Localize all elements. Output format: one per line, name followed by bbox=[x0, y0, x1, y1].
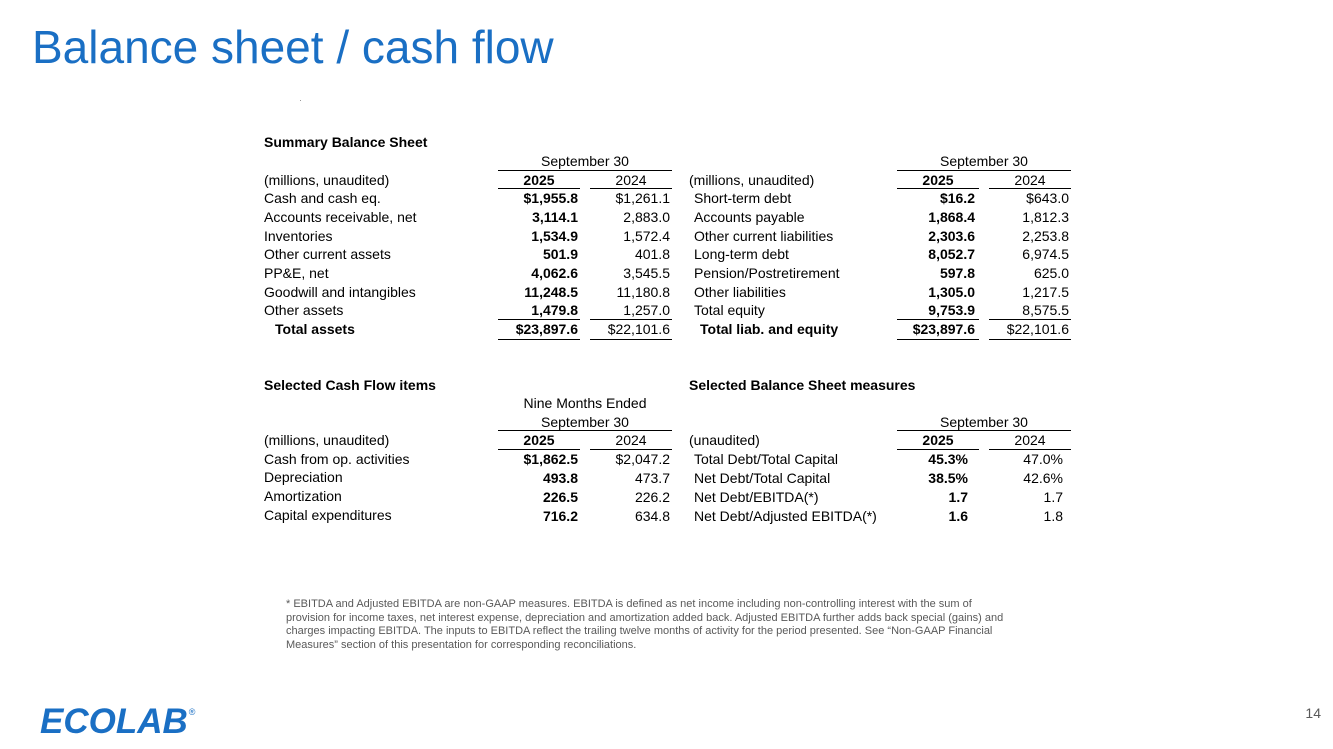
row-value-2025: 597.8 bbox=[939, 265, 975, 281]
balance-measures-col-2024-underline bbox=[989, 449, 1071, 450]
total-label: Total assets bbox=[275, 321, 355, 337]
cash-flow-col-2025-underline bbox=[498, 449, 580, 450]
liab-period-header: September 30 bbox=[940, 153, 1028, 169]
liab-total-underline-2025 bbox=[897, 339, 979, 340]
footnote: * EBITDA and Adjusted EBITDA are non-GAAP measures. EBITDA is defined as net income including non-controlling interest with the sum of provision for income taxes, net interest expense, depreciation and amortization added back. Adjusted EBITDA further adds back special (gains) and charges impacting EBITDA. The inputs to EBITDA reflect the trailing twelve months of activity for the period presented. See “Non-GAAP Financial Measures” section of this presentation for corresponding reconciliations. bbox=[286, 598, 1004, 651]
liab-col-2024-underline bbox=[989, 188, 1071, 189]
cash-flow-heading: Selected Cash Flow items bbox=[264, 377, 436, 393]
row-value-2025: $16.2 bbox=[939, 190, 975, 206]
cash-flow-period-header-2: September 30 bbox=[541, 414, 629, 430]
liab-period-underline bbox=[897, 170, 1071, 171]
row-value-2025: 9,753.9 bbox=[928, 302, 975, 318]
liab-col-2025-underline bbox=[897, 188, 979, 189]
row-value-2024: 3,545.5 bbox=[623, 265, 670, 281]
row-value-2025: $1,862.5 bbox=[523, 451, 578, 467]
assets-total-line-2024 bbox=[590, 319, 672, 320]
decorative-dot bbox=[300, 100, 301, 101]
row-label: PP&E, net bbox=[264, 265, 329, 281]
row-value-2025: 3,114.1 bbox=[532, 209, 578, 225]
page-number: 14 bbox=[1305, 705, 1321, 721]
row-label: Inventories bbox=[264, 228, 333, 244]
row-value-2024: 42.6% bbox=[1023, 470, 1063, 486]
balance-measures-col-2024: 2024 bbox=[1014, 432, 1046, 448]
row-value-2025: 2,303.6 bbox=[928, 228, 975, 244]
row-label: Short-term debt bbox=[694, 190, 792, 206]
row-label: Amortization bbox=[264, 488, 342, 504]
row-value-2025: 1,305.0 bbox=[928, 284, 975, 300]
row-value-2024: 634.8 bbox=[634, 508, 670, 524]
cash-flow-col-2024: 2024 bbox=[615, 432, 647, 448]
cash-flow-period-header-1: Nine Months Ended bbox=[523, 395, 647, 411]
row-value-2024: 1.8 bbox=[1043, 508, 1063, 524]
row-value-2025: 493.8 bbox=[542, 470, 578, 486]
assets-unit-label: (millions, unaudited) bbox=[264, 172, 390, 188]
balance-measures-heading: Selected Balance Sheet measures bbox=[689, 377, 916, 393]
row-label: Other current liabilities bbox=[694, 228, 834, 244]
assets-col-2024-underline bbox=[590, 188, 672, 189]
registered-mark: ® bbox=[188, 707, 196, 717]
row-value-2024: 1.7 bbox=[1043, 489, 1063, 505]
row-value-2024: 2,253.8 bbox=[1022, 228, 1069, 244]
row-label: Goodwill and intangibles bbox=[264, 284, 416, 300]
assets-total-underline-2024 bbox=[590, 339, 672, 340]
balance-measures-col-2025-underline bbox=[897, 449, 979, 450]
row-value-2024: $643.0 bbox=[1026, 190, 1069, 206]
row-value-2024: 8,575.5 bbox=[1022, 302, 1069, 318]
row-label: Cash and cash eq. bbox=[264, 190, 381, 206]
logo-text: ECOLAB bbox=[40, 702, 188, 741]
liab-col-2024: 2024 bbox=[1014, 172, 1046, 188]
row-value-2024: $1,261.1 bbox=[615, 190, 670, 206]
row-value-2024: 1,572.4 bbox=[623, 228, 670, 244]
row-value-2024: 473.7 bbox=[634, 470, 670, 486]
row-value-2025: 1.6 bbox=[948, 508, 968, 524]
row-value-2025: 716.2 bbox=[542, 508, 578, 524]
row-value-2024: 1,257.0 bbox=[623, 302, 670, 318]
total-label: Total liab. and equity bbox=[700, 321, 839, 337]
row-label: Capital expenditures bbox=[264, 507, 392, 523]
assets-period-header: September 30 bbox=[541, 153, 629, 169]
assets-col-2025-underline bbox=[498, 188, 580, 189]
total-value-2024: $22,101.6 bbox=[607, 321, 670, 337]
row-value-2025: 4,062.6 bbox=[531, 265, 578, 281]
total-value-2025: $23,897.6 bbox=[912, 321, 975, 337]
row-label: Depreciation bbox=[264, 469, 343, 485]
assets-period-underline bbox=[498, 170, 672, 171]
total-value-2025: $23,897.6 bbox=[515, 321, 578, 337]
row-value-2025: 1,868.4 bbox=[928, 209, 975, 225]
row-value-2025: 8,052.7 bbox=[928, 246, 975, 262]
balance-measures-period-header: September 30 bbox=[940, 414, 1028, 430]
row-value-2025: 38.5% bbox=[928, 470, 968, 486]
row-value-2025: 1,534.9 bbox=[531, 228, 578, 244]
row-value-2024: 226.2 bbox=[634, 489, 670, 505]
row-value-2025: $1,955.8 bbox=[523, 190, 578, 206]
row-value-2024: 1,812.3 bbox=[1022, 209, 1069, 225]
liab-unit-label: (millions, unaudited) bbox=[689, 172, 815, 188]
balance-measures-period-underline bbox=[897, 430, 1071, 431]
liab-col-2025: 2025 bbox=[922, 172, 954, 188]
row-label: Net Debt/EBITDA(*) bbox=[694, 489, 819, 505]
row-value-2025: 11,248.5 bbox=[524, 284, 578, 300]
row-value-2024: 47.0% bbox=[1023, 451, 1063, 467]
assets-col-2024: 2024 bbox=[615, 172, 647, 188]
row-label: Total Debt/Total Capital bbox=[694, 451, 838, 467]
liab-total-line-2025 bbox=[897, 319, 979, 320]
ecolab-logo bbox=[40, 704, 195, 740]
row-label: Accounts receivable, net bbox=[264, 209, 417, 225]
row-value-2024: 11,180.8 bbox=[616, 284, 670, 300]
row-value-2024: 2,883.0 bbox=[623, 209, 670, 225]
assets-total-underline-2025 bbox=[498, 339, 580, 340]
row-value-2025: 226.5 bbox=[542, 489, 578, 505]
row-value-2025: 501.9 bbox=[542, 246, 578, 262]
liab-total-underline-2024 bbox=[989, 339, 1071, 340]
row-label: Total equity bbox=[694, 302, 765, 318]
row-label: Accounts payable bbox=[694, 209, 805, 225]
row-value-2025: 45.3% bbox=[928, 451, 968, 467]
liab-total-line-2024 bbox=[989, 319, 1071, 320]
row-value-2024: 6,974.5 bbox=[1022, 246, 1069, 262]
assets-total-line-2025 bbox=[498, 319, 580, 320]
summary-balance-sheet-heading: Summary Balance Sheet bbox=[264, 134, 428, 150]
row-label: Net Debt/Adjusted EBITDA(*) bbox=[694, 508, 877, 524]
total-value-2024: $22,101.6 bbox=[1006, 321, 1069, 337]
assets-col-2025: 2025 bbox=[523, 172, 555, 188]
balance-measures-unit-label: (unaudited) bbox=[689, 432, 760, 448]
row-label: Net Debt/Total Capital bbox=[694, 470, 831, 486]
page-title: Balance sheet / cash flow bbox=[32, 21, 554, 73]
row-label: Pension/Postretirement bbox=[694, 265, 840, 281]
row-value-2024: 625.0 bbox=[1033, 265, 1069, 281]
row-value-2025: 1,479.8 bbox=[531, 302, 578, 318]
cash-flow-unit-label: (millions, unaudited) bbox=[264, 432, 390, 448]
cash-flow-col-2024-underline bbox=[590, 449, 672, 450]
row-label: Cash from op. activities bbox=[264, 451, 410, 467]
row-label: Long-term debt bbox=[694, 246, 789, 262]
row-label: Other liabilities bbox=[694, 284, 786, 300]
row-value-2024: $2,047.2 bbox=[615, 451, 670, 467]
balance-measures-col-2025: 2025 bbox=[922, 432, 954, 448]
row-label: Other assets bbox=[264, 302, 344, 318]
cash-flow-col-2025: 2025 bbox=[523, 432, 555, 448]
row-value-2024: 1,217.5 bbox=[1022, 284, 1069, 300]
cash-flow-period-underline bbox=[498, 430, 672, 431]
row-value-2024: 401.8 bbox=[634, 246, 670, 262]
row-value-2025: 1.7 bbox=[948, 489, 968, 505]
row-label: Other current assets bbox=[264, 246, 391, 262]
